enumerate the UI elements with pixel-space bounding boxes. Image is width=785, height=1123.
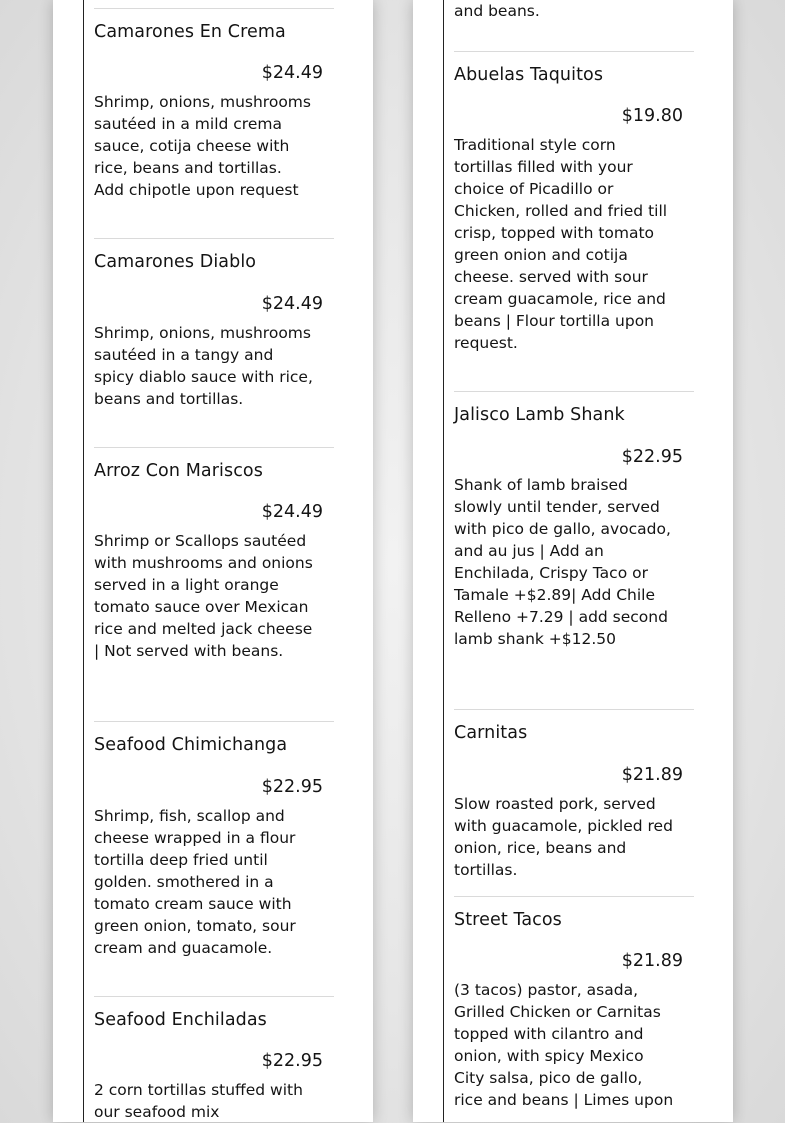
menu-item-price: $21.89 xyxy=(621,951,683,971)
menu-item xyxy=(454,709,694,879)
menu-item xyxy=(94,996,334,1121)
menu-item xyxy=(454,896,694,1109)
menu-item-description: Shank of lamb braised slowly until tender, served with pico de gallo, avocado, and au jus | Add an Enchilada, Crispy Taco or Tamale +$2.89| Add Chile Relleno +7.29 | add second lamb shank +$12.50 xyxy=(454,476,671,648)
menu-item-name: Camarones En Crema xyxy=(94,22,286,42)
menu-item-description: Shrimp, fish, scallop and cheese wrapped in a flour tortilla deep fried until golden. smothered in a tomato cream sauce with green onion, tomato, sour cream and guacamole. xyxy=(94,807,296,957)
menu-item-description: Slow roasted pork, served with guacamole, pickled red onion, rice, beans and tortillas. xyxy=(454,795,673,879)
menu-item-name: Jalisco Lamb Shank xyxy=(454,405,625,425)
menu-item-price: $24.49 xyxy=(261,502,323,522)
menu-item xyxy=(454,51,694,352)
menu-item xyxy=(94,447,334,660)
menu-item-description-continued: and beans. xyxy=(454,2,540,20)
menu-item xyxy=(94,8,334,199)
menu-item-name: Arroz Con Mariscos xyxy=(94,461,263,481)
menu-item-price: $22.95 xyxy=(261,1051,323,1071)
menu-item-name: Seafood Enchiladas xyxy=(94,1010,267,1030)
menu-item-description: Shrimp or Scallops sautéed with mushrooms and onions served in a light orange tomato sauce over Mexican rice and melted jack cheese | Not served with beans. xyxy=(94,532,313,660)
column-rule xyxy=(83,0,84,1122)
menu-item-price: $19.80 xyxy=(621,106,683,126)
menu-item-description: Traditional style corn tortillas filled with your choice of Picadillo or Chicken, rolled and fried till crisp, topped with tomato green onion and cotija cheese. served with sour cream guacamole, rice and beans | Flour tortilla upon request. xyxy=(454,136,668,352)
menu-item xyxy=(454,391,694,648)
menu-item-description: Shrimp, onions, mushrooms sautéed in a mild crema sauce, cotija cheese with rice, beans and tortillas. Add chipotle upon request xyxy=(94,93,311,199)
menu-item-name: Street Tacos xyxy=(454,910,562,930)
menu-panel-right xyxy=(413,0,733,1122)
menu-item-price: $24.49 xyxy=(261,63,323,83)
menu-item-name: Camarones Diablo xyxy=(94,252,257,272)
menu-item-description: Shrimp, onions, mushrooms sautéed in a tangy and spicy diablo sauce with rice, beans and tortillas. xyxy=(94,324,313,408)
menu-item-price: $24.49 xyxy=(261,294,323,314)
menu-item-name: Carnitas xyxy=(454,723,528,743)
menu-item-price: $21.89 xyxy=(621,765,683,785)
column-rule xyxy=(443,0,444,1122)
menu-item-price: $22.95 xyxy=(261,777,323,797)
menu-item-price: $22.95 xyxy=(621,447,683,467)
menu-item xyxy=(94,238,334,408)
menu-item-name: Seafood Chimichanga xyxy=(94,735,288,755)
menu-item-description: (3 tacos) pastor, asada, Grilled Chicken or Carnitas topped with cilantro and onion, with spicy Mexico City salsa, pico de gallo, rice and beans | Limes upon xyxy=(454,981,674,1109)
menu-item xyxy=(94,721,334,957)
menu-panel-left xyxy=(53,0,373,1122)
menu-item-name: Abuelas Taquitos xyxy=(454,65,604,85)
menu-item-description: 2 corn tortillas stuffed with our seafood mix xyxy=(94,1081,303,1121)
